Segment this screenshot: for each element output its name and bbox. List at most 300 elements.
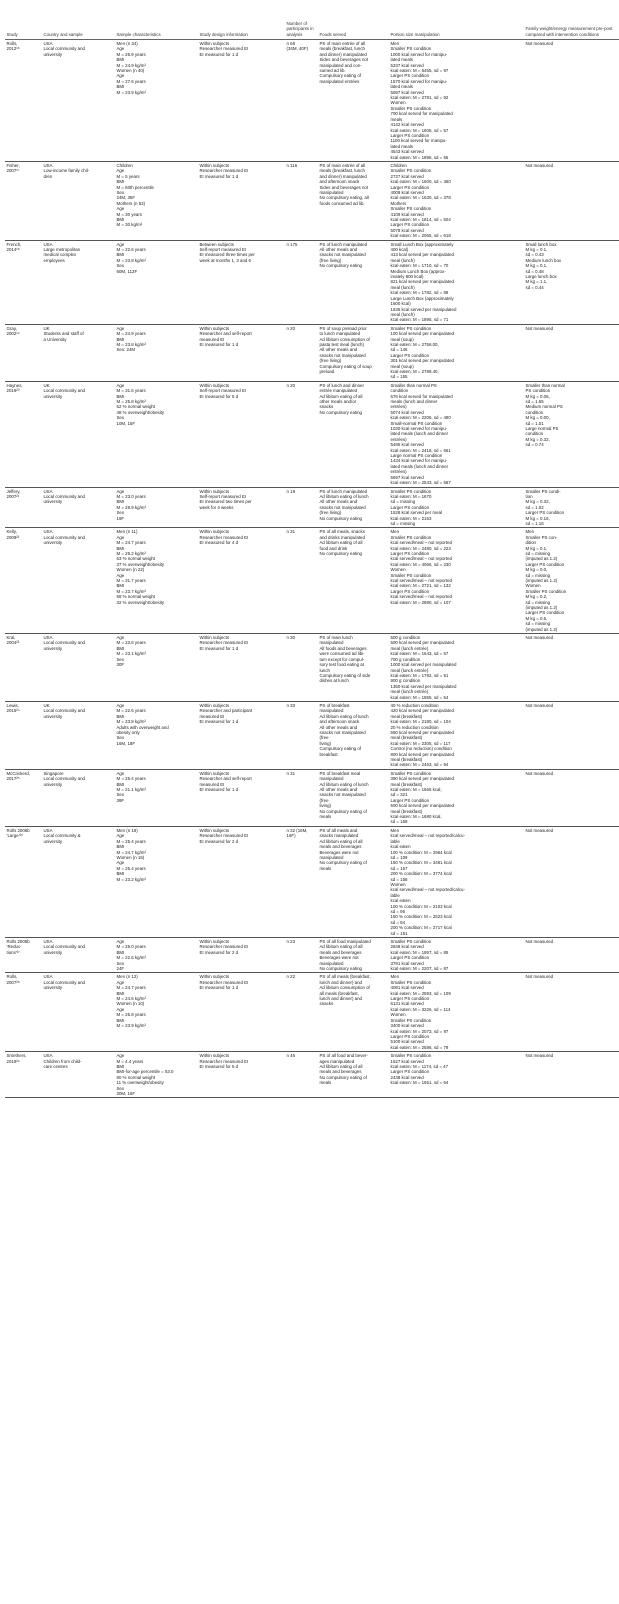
cell-line: 700 kcal served for manipulated (390, 111, 453, 117)
cell-line: M = 23.6 years (116, 640, 146, 646)
header-participants: Number of participants in analysis (285, 4, 318, 40)
cell-line: sd = 1.55 (525, 399, 544, 404)
cell-line: Ad libitum eating of all (319, 393, 363, 399)
cell-line: Larger PS condition (525, 561, 565, 567)
study-cell (5, 487, 42, 528)
cell-line: Adults with overweight and (116, 724, 169, 730)
cell-line: M = 25.2 kg/m² (116, 550, 146, 556)
sample-characteristics-cell (115, 634, 198, 702)
sample-characteristics-cell (115, 826, 198, 937)
cell-line: university (43, 949, 63, 955)
cell-line: French, (6, 241, 22, 247)
cell-line: n 68 (286, 41, 296, 46)
cell-line: Compulsory eating of side (319, 672, 371, 678)
cell-line: Ad libitum eating of all (319, 838, 363, 844)
cell-line: Within subjects (199, 162, 230, 168)
cell-line: manipulated (319, 960, 344, 966)
cell-line: ‘Reduc- (6, 944, 22, 950)
cell-line: 39F (116, 797, 125, 803)
cell-line: Larger PS condition (390, 550, 430, 556)
cell-line: kcal served/meal – not reported (390, 594, 453, 600)
study-design-cell (198, 487, 285, 528)
table-row (5, 826, 619, 937)
cell-line: 1000 kcal served per manipulated (390, 662, 457, 668)
cell-line: UK (43, 382, 50, 388)
cell-line: 2438 kcal served (390, 1074, 424, 1080)
cell-line: Smaller PS condition (390, 105, 432, 111)
study-cell (5, 769, 42, 826)
cell-line: 1635 kcal served per manipulated (390, 306, 457, 312)
cell-line: PS of main entrée of all (319, 41, 366, 46)
cell-line: Men (390, 529, 400, 535)
cell-line: kcal eaten (390, 898, 411, 904)
cell-line: Researcher measured EI (199, 979, 249, 985)
cell-line: sd = 0.44 (525, 284, 544, 290)
cell-line: M = 30 years (116, 211, 143, 217)
cell-line: Age (116, 979, 125, 985)
cell-line: 900 g condition (390, 678, 421, 684)
cell-line: Rolls 2006b (6, 939, 30, 944)
cell-line: PS of breakfast (319, 702, 350, 708)
cell-line: 32 % overweight/obesity (116, 599, 165, 605)
cell-line: Age (116, 635, 125, 641)
cell-line: BMI (116, 844, 125, 850)
cell-line: sd = missing (390, 520, 416, 526)
cell-line: Mothers (n 53) (116, 200, 146, 206)
cell-line: sd = 0.48 (525, 268, 544, 274)
cell-line: 301 kcal served per manipulated (390, 358, 454, 364)
country-sample-cell (42, 487, 115, 528)
cell-line: university (43, 645, 63, 651)
cell-line: Larger PS condition (390, 184, 430, 190)
country-sample-cell (42, 769, 115, 826)
cell-line: Beverages were not (319, 849, 359, 855)
cell-line: Children (116, 162, 133, 168)
cell-line: kcal eaten: M = 2756.00, (390, 341, 439, 347)
cell-line: Children from child- (43, 1058, 82, 1064)
cell-line: Women (525, 583, 541, 589)
cell-line: food and drink (319, 545, 348, 551)
cell-line: sd = 1.02 (525, 504, 544, 510)
cell-line: obesity only (116, 729, 140, 735)
cell-line: Sex (116, 656, 125, 662)
cell-line: PS of lunch manipulated (319, 241, 368, 247)
country-sample-cell (42, 324, 115, 381)
participants-cell (285, 973, 318, 1052)
cell-line: (free living) (319, 257, 342, 263)
cell-line: kcal served/meal – not reported/calcu- (390, 887, 465, 893)
cell-line: EI measured for 4 d (199, 540, 239, 546)
cell-line: Men (n 18) (116, 827, 138, 833)
cell-line: 16F) (286, 833, 296, 839)
cell-line: 390 kcal served per manipulated (390, 776, 454, 782)
cell-line: lated meals (390, 84, 413, 90)
cell-line: Not measured (525, 827, 554, 833)
cell-line: 4543 kcal served (390, 149, 424, 155)
cell-line: Age (116, 572, 125, 578)
cell-line: sd = 321 (390, 792, 408, 798)
cell-line: M = 21.1 kg/m² (116, 787, 146, 793)
cell-line: Ad libitum eating of lunch (319, 781, 369, 787)
cell-line: Researcher measured EI (199, 534, 249, 540)
cell-line: 2007²¹ (6, 493, 20, 499)
cell-line: EI measured for 2 d (199, 949, 239, 955)
cell-line: Self-report measured EI (199, 493, 247, 499)
cell-line: 700 g condition (390, 656, 421, 662)
cell-line: BMI-for-age percentile = 53.0 (116, 1069, 174, 1075)
cell-line: kcal eaten: M = 1896, sd = 55 (390, 154, 449, 160)
study-design-cell (198, 240, 285, 324)
cell-line: 4109 kcal served (390, 211, 424, 217)
cell-line: Ad libitum eating of all (319, 1063, 363, 1069)
cell-line: sd = 158 (390, 876, 408, 882)
portion-size-cell (389, 324, 524, 381)
cell-line: No compulsory eating (319, 550, 362, 556)
header-foods: Foods served (318, 4, 389, 40)
cell-line: sumed ad lib. (319, 68, 346, 74)
cell-line: Women (390, 567, 406, 573)
cell-line: 800 kcal served per manipulated (390, 751, 454, 757)
cell-line: BMI (116, 57, 125, 63)
cell-line: Men (n 34) (116, 41, 138, 46)
cell-line: 2727 kcal served (390, 173, 424, 179)
family-weight-cell (524, 528, 619, 634)
cell-line: Age (116, 168, 125, 174)
cell-line: Ad libitum eating of all (319, 540, 363, 546)
cell-line: Rolls 2006b (6, 827, 30, 833)
cell-line: kcal eaten: M = 2586, sd = 79 (390, 1044, 449, 1050)
cell-line: Ad libitum consumption of (319, 985, 370, 991)
cell-line: meals and beverages (319, 1069, 362, 1075)
cell-line: n 33 (286, 702, 296, 708)
cell-line: M = 4.4 years (116, 1058, 144, 1064)
cell-line: Within subjects (199, 702, 230, 708)
cell-line: M = 60th percentile (116, 184, 154, 190)
participants-cell (285, 487, 318, 528)
cell-line: Age (116, 241, 125, 247)
table-row (5, 324, 619, 381)
cell-line: Ad libitum eating of lunch (319, 493, 369, 499)
sample-characteristics-cell (115, 324, 198, 381)
cell-line: USA (43, 939, 53, 944)
cell-line: to lunch manipulated (319, 331, 361, 337)
cell-line: Larger PS condition (390, 73, 430, 79)
cell-line: sd = 0.74 (525, 442, 544, 448)
cell-line: and dinner) manipulated (319, 51, 367, 57)
cell-line: M = 25.9 years (116, 51, 146, 57)
cell-line: Sex (116, 263, 125, 269)
participants-cell (285, 1052, 318, 1098)
cell-line: All other meals and (319, 787, 358, 793)
cell-line: Smaller PS condition (390, 770, 432, 776)
participants-cell (285, 938, 318, 973)
cell-line: Smaller than normal (525, 382, 565, 388)
cell-line: BMI (116, 217, 125, 222)
cell-line: sd = missing (525, 599, 551, 605)
study-design-cell (198, 826, 285, 937)
cell-line: Within subjects (199, 939, 230, 944)
cell-line: meal (lunch entrée) (390, 689, 429, 695)
foods-served-cell (318, 487, 389, 528)
cell-line: Larger PS condition (390, 996, 430, 1002)
cell-line: No compulsory eating of (319, 860, 367, 866)
cell-line: BMI (116, 871, 125, 877)
cell-line: 2007¹⁷ (6, 168, 20, 174)
cell-line: Age (116, 1053, 125, 1059)
cell-line: 1434 kcal served for manipu- (390, 458, 448, 464)
cell-line: n 116 (286, 162, 298, 168)
cell-line: M kg = 0.1, (525, 263, 548, 269)
cell-line: university (43, 781, 63, 787)
cell-line: Large metropolitan (43, 247, 81, 253)
cell-line: Low-income family chil- (43, 168, 90, 174)
cell-line: Within subjects (199, 325, 230, 331)
cell-line: 200 % condition: M = 2717 kcal (390, 925, 452, 931)
cell-line: Smaller PS condition (390, 1053, 432, 1059)
cell-line: Sex (116, 510, 125, 516)
cell-line: Students and staff of (43, 331, 84, 337)
cell-line: kcal eaten: M = 2206, sd = 490 (390, 415, 451, 421)
cell-line: condition (525, 409, 544, 415)
sample-characteristics-cell (115, 381, 198, 487)
cell-line: other meals and/or (319, 399, 357, 404)
cell-line: university (43, 713, 63, 719)
cell-line: Rolls, (6, 974, 18, 980)
family-weight-cell (524, 1052, 619, 1098)
table-row (5, 1052, 619, 1098)
cell-line: snacks not manipulated (319, 352, 366, 358)
cell-line: 48 % overweight/obesity (116, 409, 165, 415)
foods-served-cell (318, 381, 389, 487)
cell-line: sd = 94 (390, 919, 406, 925)
study-cell (5, 240, 42, 324)
cell-line: Within subjects (199, 827, 230, 833)
country-sample-cell (42, 161, 115, 240)
cell-line: PS of all food manipulated (319, 939, 371, 944)
cell-line: Within subjects (199, 1053, 230, 1059)
cell-line: 5697 kcal served (390, 474, 424, 480)
cell-line: Age (116, 702, 125, 708)
cell-line: USA (43, 827, 53, 833)
cell-line: Local community and (43, 46, 85, 52)
cell-line: Not measured (525, 162, 554, 168)
participants-cell (285, 528, 318, 634)
cell-line: pasta test meal (lunch) (319, 341, 364, 347)
cell-line: preload (319, 368, 335, 374)
cell-line: Sex (116, 960, 125, 966)
cell-line: n 19 (286, 488, 296, 494)
cell-line: n 20 (286, 382, 296, 388)
study-cell (5, 701, 42, 769)
foods-served-cell (318, 324, 389, 381)
cell-line: USA (43, 488, 53, 494)
cell-line: BMI (116, 252, 125, 258)
cell-line: No compulsory eating (319, 515, 362, 521)
foods-served-cell (318, 528, 389, 634)
cell-line: Self-report measured EI (199, 247, 247, 253)
cell-line: sd = 1.16 (525, 520, 544, 526)
cell-line: All other meals and (319, 499, 358, 505)
cell-line: 200 % condition: M = 3774 kcal (390, 871, 452, 877)
cell-line: measured EI (199, 336, 225, 342)
cell-line: university (43, 540, 63, 546)
cell-line: M = 23.7 kg/m² (116, 588, 146, 594)
cell-line: Between subjects (199, 241, 234, 247)
cell-line: BMI (116, 1063, 125, 1069)
cell-line: 20 % reduction condition (390, 724, 439, 730)
cell-line: condition (525, 431, 544, 437)
cell-line: Beverages were not (319, 955, 359, 961)
cell-line: Self-report measured EI (199, 388, 247, 394)
cell-line: 5074 kcal served (390, 409, 424, 415)
cell-line: Small lunch box (525, 241, 557, 247)
cell-line: meal (breakfast) (390, 713, 423, 719)
cell-line: Jeffery, (6, 488, 21, 494)
cell-line: BMI (116, 949, 125, 955)
country-sample-cell (42, 381, 115, 487)
family-weight-cell (524, 161, 619, 240)
cell-line: PS condition (525, 388, 551, 394)
cell-line: sd = 0.43 (525, 252, 544, 258)
foods-served-cell (318, 40, 389, 162)
cell-line: employees (43, 257, 65, 263)
cell-line: BMI (116, 545, 125, 551)
cell-line: kcal eaten: M = 1605, sd = 57 (390, 127, 449, 133)
participants-cell (285, 634, 318, 702)
cell-line: Larger PS condition (390, 222, 430, 228)
cell-line: 1570 kcal served for manipu- (390, 78, 448, 84)
cell-line: 52 % normal weight (116, 404, 156, 410)
cell-line: 420 kcal served per manipulated (390, 708, 454, 714)
cell-line: sd = missing (525, 572, 551, 578)
cell-line: Within subjects (199, 488, 230, 494)
study-characteristics-table (5, 4, 619, 1098)
cell-line: 100 % condition: M = 2964 kcal (390, 849, 452, 855)
cell-line: 60M, 112F (116, 268, 138, 274)
family-weight-cell (524, 634, 619, 702)
cell-line: Men (525, 529, 535, 535)
cell-line: No compulsory eating of (319, 808, 367, 814)
table-row (5, 487, 619, 528)
cell-line: M = 24.6 kg/m² (116, 996, 146, 1002)
cell-line: Researcher measured EI (199, 640, 249, 646)
cell-line: meal (breakfast) (390, 781, 423, 787)
cell-line: Age (116, 325, 125, 331)
header-portion-size: Portion size manipulation (389, 4, 524, 40)
cell-line: Within subjects (199, 974, 230, 980)
cell-line: entrées) (390, 436, 407, 442)
cell-line: Compulsory eating of soup (319, 363, 372, 369)
cell-line: imately 800 kcal) (390, 274, 424, 280)
cell-line: sd = missing (390, 499, 416, 505)
study-design-cell (198, 40, 285, 162)
cell-line: (free living) (319, 510, 342, 516)
cell-line: lunch (319, 667, 330, 673)
study-cell (5, 40, 42, 162)
cell-line: Sex: 24M (116, 347, 136, 353)
cell-line: n 23 (286, 939, 296, 944)
cell-line: M = 24.9 kg/m² (116, 62, 146, 68)
cell-line: All other meals and (319, 724, 358, 730)
cell-line: Smaller PS condition (390, 572, 432, 578)
cell-line: living) (319, 803, 331, 809)
cell-line: 1350 kcal served per manipulated (390, 683, 457, 689)
cell-line: Age (116, 488, 125, 494)
study-design-cell (198, 528, 285, 634)
cell-line: 2848 kcal served (390, 944, 424, 950)
cell-line: measured EI (199, 713, 225, 719)
cell-line: Age (116, 382, 125, 388)
cell-line: Men (n 11) (116, 529, 138, 535)
cell-line: kcal eaten: M = 1957, sd = 85 (390, 949, 449, 955)
cell-line: PS of all meals and (319, 827, 358, 833)
study-cell (5, 381, 42, 487)
cell-line: kcal eaten: M = 1643, sd = 57 (390, 651, 449, 657)
cell-line: all meals (breakfast, (319, 990, 359, 996)
cell-line: (imputed as 1.2) (525, 556, 558, 562)
portion-size-cell (389, 381, 524, 487)
table-row (5, 381, 619, 487)
cell-line: Sex (116, 735, 125, 741)
portion-size-cell (389, 973, 524, 1052)
study-cell (5, 826, 42, 937)
cell-line: BMI (116, 713, 125, 719)
cell-line: condition (390, 388, 409, 394)
foods-served-cell (318, 826, 389, 937)
cell-line: entrées) (390, 469, 407, 475)
cell-line: Not measured (525, 325, 554, 331)
cell-line: Not measured (525, 635, 554, 641)
cell-line: 1600 kcal) (390, 301, 411, 307)
cell-line: lated meals (390, 143, 413, 149)
cell-line: No compulsory eating (319, 966, 362, 972)
cell-line: kcal eaten: M = 2418, sd = 661 (390, 447, 451, 453)
cell-line: Researcher and self-report (199, 331, 252, 337)
cell-line: kcal served/meal – not reported/calcu- (390, 833, 465, 839)
cell-line: Local community and (43, 708, 85, 714)
cell-line: Within subjects (199, 529, 230, 535)
cell-line: USA (43, 635, 53, 641)
cell-line: 4081 kcal served (390, 985, 424, 991)
cell-line: meals (390, 116, 403, 122)
cell-line: Local community and (43, 388, 85, 394)
family-weight-cell (524, 826, 619, 937)
participants-cell (285, 161, 318, 240)
study-design-cell (198, 938, 285, 973)
cell-line: kcal eaten: M = 2065, sd = 618 (390, 233, 451, 239)
cell-line: manipulated (319, 854, 344, 860)
cell-line: kcal eaten: M = 1895, sd = 71 (390, 317, 449, 323)
cell-line: 80 % normal weight (116, 1074, 156, 1080)
cell-line: ‘Large’²⁶ (6, 833, 23, 839)
cell-line: Kral, (6, 635, 16, 641)
cell-line: tions’²⁷ (6, 949, 20, 955)
cell-line: Men (n 12) (116, 974, 138, 980)
portion-size-cell (389, 487, 524, 528)
cell-line: Large lunch box (525, 274, 557, 280)
cell-line: 24F (116, 966, 125, 972)
cell-line: M = 25.8 years (116, 1012, 146, 1018)
study-cell (5, 324, 42, 381)
cell-line: Larger PS condition (525, 510, 565, 516)
participants-cell (285, 324, 318, 381)
cell-line: manipulated (319, 640, 344, 646)
cell-line: Larger PS condition (390, 504, 430, 510)
portion-size-cell (389, 826, 524, 937)
cell-line: meals (breakfast, lunch (319, 168, 365, 174)
cell-line: meal (lunch entrée) (390, 667, 429, 673)
cell-line: M = 23.0 years (116, 493, 146, 499)
